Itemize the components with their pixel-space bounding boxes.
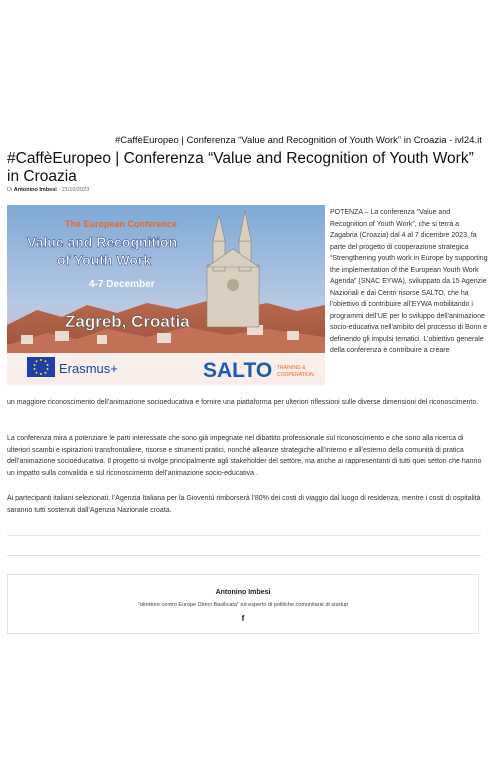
author-box bbox=[7, 574, 479, 634]
salto-logo: SALTO bbox=[203, 359, 273, 382]
hero-image bbox=[7, 205, 325, 385]
article-intro: POTENZA – La conferenza “Value and Recognition of Youth Work”, che si terrà a Zagabria (Croazia) dal 4 al 7 dicembre 2023, fa parte del progetto di cooperazione strategica “Strengthening youth work in Europe by supporting the implementation of the European Youth Work Agenda” (SNAC EYWA), sviluppato da 15 Agenzie Nazionali e dai Centri risorse SALTO, che ha l’obiettivo di contribuire all’EYWA mobilitando i programmi dell’UE per lo sviluppo dell’animazione socio-educativa nell’ambito del processo di Bonn e definendo gli impulsi tematici. L’obiettivo generale della conferenza è contribuire a creare bbox=[330, 209, 488, 354]
author-box-bio: "direttore centro Europe Direct Basilicata" ed esperto di politiche comunitarie di startup bbox=[137, 602, 349, 608]
hero-heading-line2: of Youth Work bbox=[57, 252, 152, 268]
hero-heading-small: The European Conference bbox=[65, 219, 178, 229]
article-paragraph-2: La conferenza mira a potenziare le parti interessate che sono già impegnate nel dibattito professionale sul riconoscimento e che sono alla ricerca di ulteriori scambi e ispirazioni transfrontaliere, risorse e strumenti pratici, nonché alleanze strategiche all’interno e all’esterno della comunità di pratica dell’animazione socioeducativa. Il progetto si rivolge principalmente agli stakeholder del settore, ma anche ai rappresentanti di tutti quei settori che hanno un impatto sulla convalida e sul riconoscimento dell’animazione socio-educativa . bbox=[7, 435, 482, 477]
article-title: #CaffèEuropeo | Conferenza “Value and Recognition of Youth Work” in Croazia bbox=[7, 150, 474, 185]
salto-subtitle-1: TRAINING & bbox=[277, 365, 306, 371]
divider bbox=[7, 555, 481, 556]
page-top-title: #CaffèEuropeo | Conferenza “Value and Recognition of Youth Work” in Croazia - ivl24.it bbox=[115, 135, 482, 146]
divider bbox=[7, 535, 481, 536]
article-intro-continued: un maggiore riconoscimento dell’animazione socioeducativa e fornire una piattaforma per ulteriori riflessioni sulle diverse dimensioni del riconoscimento. bbox=[7, 399, 479, 406]
salto-subtitle-2: COOPERATION bbox=[277, 372, 314, 378]
byline-prefix: Di bbox=[7, 187, 13, 193]
erasmus-logo: Erasmus+ bbox=[59, 361, 118, 376]
hero-heading-line1: Value and Recognition bbox=[27, 234, 178, 250]
article-paragraph-3: Ai partecipanti italiani selezionati, l’Agenzia Italiana per la Gioventù rimborserà l’80% dei costi di viaggio dal luogo di residenza, mentre i costi di ospitalità saranno tutti sostenuti dall’Agenzia Nazionale croata. bbox=[7, 495, 481, 514]
byline bbox=[7, 187, 89, 193]
facebook-icon[interactable]: f bbox=[241, 614, 245, 623]
publish-date: - 21/10/2023 bbox=[58, 187, 90, 193]
hero-city: Zagreb, Croatia bbox=[65, 312, 190, 331]
author-box-name[interactable]: Antonino Imbesi bbox=[215, 589, 271, 596]
hero-dates: 4-7 December bbox=[89, 279, 155, 290]
author-link[interactable]: Antonino Imbesi bbox=[13, 187, 57, 193]
